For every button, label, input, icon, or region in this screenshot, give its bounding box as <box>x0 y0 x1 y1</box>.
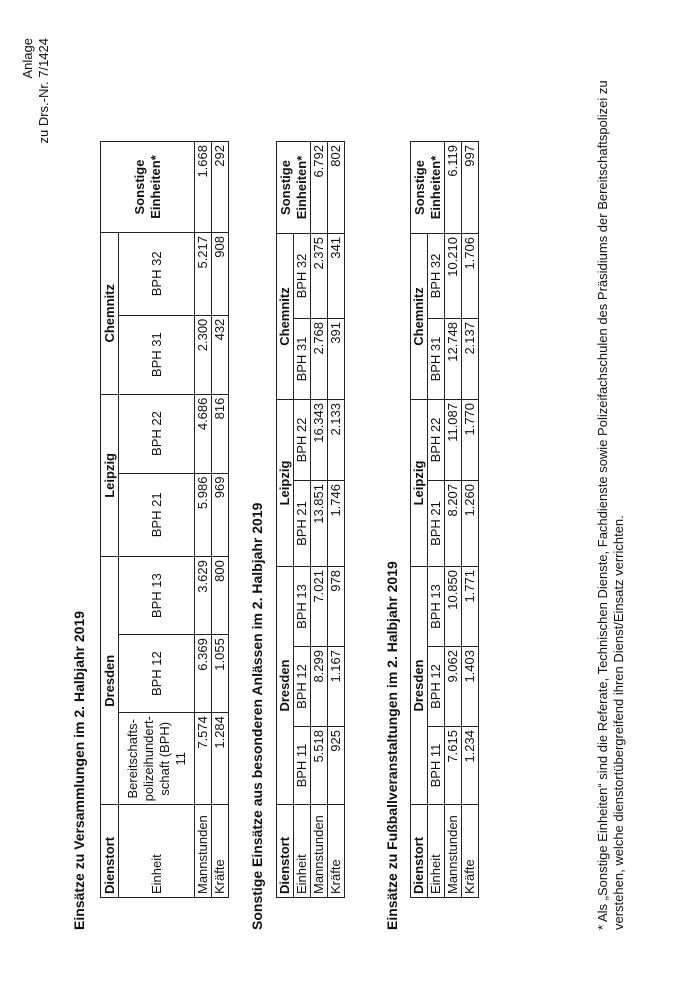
footnote: * Als „Sonstige Einheiten“ sind die Referate, Technischen Dienste, Fachdienste sowie Polizeifachschulen des Präsidiums der Bereitschaftspolizei zu verstehen, welche dienstortübergreifend ihren Dienst/Einsatz verrichten. <box>595 80 626 930</box>
cell: 925 <box>328 727 345 805</box>
table3-col-bph13: BPH 13 <box>428 567 445 647</box>
table1-col-bph12: BPH 12 <box>119 635 195 713</box>
cell: 5.217 <box>195 232 212 315</box>
cell: 2.137 <box>462 319 479 400</box>
table3-row-mannstunden <box>445 142 462 898</box>
table1-dienstort-header: Dienstort <box>101 805 119 898</box>
cell: 7.574 <box>195 713 212 805</box>
table3-group-chemnitz: Chemnitz <box>411 234 428 400</box>
table2 <box>276 141 345 898</box>
table3-col-bph32: BPH 32 <box>428 234 445 319</box>
row-label: Mannstunden <box>195 805 212 898</box>
cell: 2.133 <box>328 400 345 481</box>
table3-col-bph22: BPH 22 <box>428 400 445 481</box>
table1-col-bph13: BPH 13 <box>119 557 195 635</box>
row-label: Kräfte <box>212 805 229 898</box>
table1-group-chemnitz: Chemnitz <box>101 232 119 394</box>
cell: 1.668 <box>195 142 212 233</box>
row-label: Mannstunden <box>445 805 462 898</box>
cell: 2.768 <box>311 319 328 400</box>
table2-col-bph21: BPH 21 <box>294 481 311 567</box>
table3-dienstort-header: Dienstort <box>411 805 428 898</box>
cell: 5.518 <box>311 727 328 805</box>
table1-row-kraefte <box>212 142 229 898</box>
cell: 1.746 <box>328 481 345 567</box>
table1-row-mannstunden <box>195 142 212 898</box>
cell: 6.369 <box>195 635 212 713</box>
table2-title: Sonstige Einsätze aus besonderen Anlässen im 2. Halbjahr 2019 <box>249 502 265 930</box>
table2-dienstort-header: Dienstort <box>277 805 294 898</box>
table2-col-bph13: BPH 13 <box>294 567 311 647</box>
table3-einheit-label: Einheit <box>428 805 445 898</box>
table1 <box>100 141 229 898</box>
header-drs-nr: zu Drs.-Nr. 7/1424 <box>36 38 51 144</box>
table3-row-kraefte <box>462 142 479 898</box>
cell: 12.748 <box>445 319 462 400</box>
table1-col-bph31: BPH 31 <box>119 315 195 394</box>
table1-sonstige-header: Sonstige Einheiten* <box>101 142 195 233</box>
table3-col-bph11: BPH 11 <box>428 727 445 805</box>
cell: 8.299 <box>311 647 328 727</box>
cell: 1.234 <box>462 727 479 805</box>
table2-col-bph12: BPH 12 <box>294 647 311 727</box>
cell: 341 <box>328 234 345 319</box>
document-header <box>20 38 52 144</box>
table3 <box>410 141 479 898</box>
cell: 2.300 <box>195 315 212 394</box>
cell: 6.119 <box>445 142 462 234</box>
table1-title: Einsätze zu Versammlungen im 2. Halbjahr 2019 <box>71 610 87 930</box>
row-label: Mannstunden <box>311 805 328 898</box>
table3-title: Einsätze zu Fußballveranstaltungen im 2. Halbjahr 2019 <box>384 561 400 930</box>
cell: 7.021 <box>311 567 328 647</box>
cell: 816 <box>212 394 229 473</box>
cell: 432 <box>212 315 229 394</box>
cell: 3.629 <box>195 557 212 635</box>
cell: 1.706 <box>462 234 479 319</box>
cell: 1.260 <box>462 481 479 567</box>
table3-col-bph21: BPH 21 <box>428 481 445 567</box>
table1-einheit-label: Einheit <box>119 805 195 898</box>
table1-group-dresden: Dresden <box>101 557 119 805</box>
cell: 978 <box>328 567 345 647</box>
row-label: Kräfte <box>462 805 479 898</box>
table2-row-kraefte <box>328 142 345 898</box>
cell: 1.771 <box>462 567 479 647</box>
header-anlage: Anlage <box>20 38 35 79</box>
cell: 391 <box>328 319 345 400</box>
table3-group-leipzig: Leipzig <box>411 400 428 567</box>
cell: 908 <box>212 232 229 315</box>
cell: 16.343 <box>311 400 328 481</box>
cell: 1.167 <box>328 647 345 727</box>
cell: 1.403 <box>462 647 479 727</box>
cell: 6.792 <box>311 142 328 234</box>
cell: 13.851 <box>311 481 328 567</box>
table2-col-bph11: BPH 11 <box>294 727 311 805</box>
cell: 4.686 <box>195 394 212 473</box>
cell: 8.207 <box>445 481 462 567</box>
row-label: Kräfte <box>328 805 345 898</box>
table3-col-bph31: BPH 31 <box>428 319 445 400</box>
cell: 7.615 <box>445 727 462 805</box>
cell: 1.055 <box>212 635 229 713</box>
table2-group-leipzig: Leipzig <box>277 400 294 567</box>
cell: 1.284 <box>212 713 229 805</box>
table2-col-bph32: BPH 32 <box>294 234 311 319</box>
cell: 800 <box>212 557 229 635</box>
cell: 10.850 <box>445 567 462 647</box>
table2-sonstige-header: Sonstige Einheiten* <box>277 142 311 234</box>
table2-col-bph22: BPH 22 <box>294 400 311 481</box>
cell: 11.087 <box>445 400 462 481</box>
cell: 9.062 <box>445 647 462 727</box>
table3-group-dresden: Dresden <box>411 567 428 805</box>
table2-col-bph31: BPH 31 <box>294 319 311 400</box>
cell: 1.770 <box>462 400 479 481</box>
cell: 10.210 <box>445 234 462 319</box>
cell: 969 <box>212 473 229 557</box>
table1-group-leipzig: Leipzig <box>101 394 119 557</box>
cell: 2.375 <box>311 234 328 319</box>
cell: 802 <box>328 142 345 234</box>
table2-einheit-label: Einheit <box>294 805 311 898</box>
table3-col-bph12: BPH 12 <box>428 647 445 727</box>
cell: 5.986 <box>195 473 212 557</box>
table1-col-bph11: Bereitschafts-polizeihundert-schaft (BPH) 11 <box>119 713 195 805</box>
table3-sonstige-header: Sonstige Einheiten* <box>411 142 445 234</box>
table1-col-bph21: BPH 21 <box>119 473 195 557</box>
table1-col-bph22: BPH 22 <box>119 394 195 473</box>
table1-col-bph32: BPH 32 <box>119 232 195 315</box>
table2-group-dresden: Dresden <box>277 567 294 805</box>
cell: 997 <box>462 142 479 234</box>
table2-row-mannstunden <box>311 142 328 898</box>
cell: 292 <box>212 142 229 233</box>
table2-group-chemnitz: Chemnitz <box>277 234 294 400</box>
